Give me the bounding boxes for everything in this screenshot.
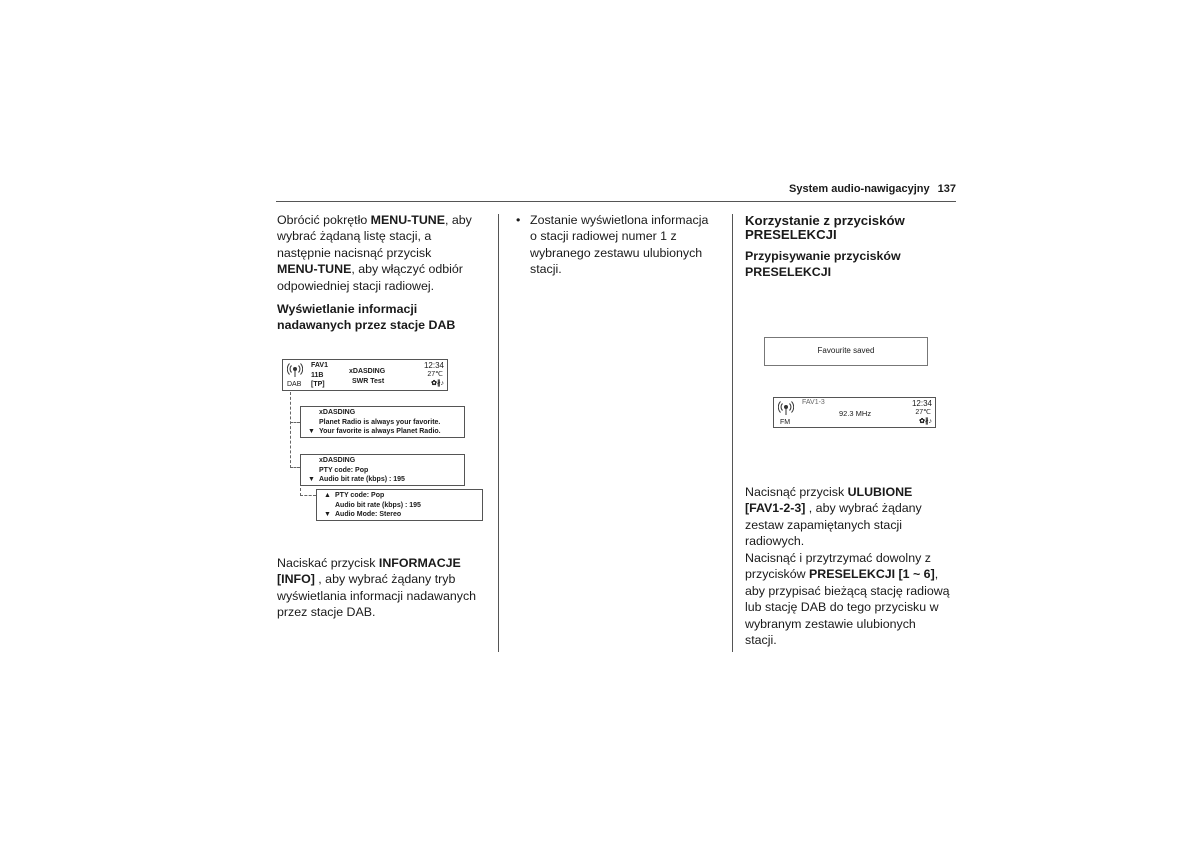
arrow-down-icon: ▼ [324,511,331,518]
info-line: PTY code: Pop [335,492,385,499]
status-icons: ✿∦♪ [431,380,444,387]
header-title: System audio-nawigacyjny [789,183,930,195]
clock: 12:34 [911,399,932,408]
info-box-pty [300,454,465,486]
band-label: DAB [287,381,302,388]
temperature: 27℃ [427,371,443,378]
connector-line [290,467,300,468]
col3-paragraph-2: Nacisnąć i przytrzymać dowolny z przycisków PRESELEKCJI [1 ~ 6], aby przypisać bieżącą stację radiową lub stację DAB do tego przycisku w wybranym zestawie ulubionych stacji. [745,551,950,648]
col3-heading: Korzystanie z przycisków PRESELEKCJI [745,213,905,242]
arrow-down-icon: ▼ [308,428,315,435]
antenna-icon [287,363,303,377]
menu-tune-label: MENU-TUNE [370,213,445,227]
clock: 12:34 [423,361,444,370]
info-title: xDASDING [319,409,356,416]
info-line: Audio bit rate (kbps) : 195 [335,502,421,509]
fav-label: FAV1 [311,362,328,369]
antenna-icon [778,401,794,415]
info-button-label: [INFO] [277,572,315,587]
fav-label: FAV1-3 [802,399,825,406]
connector-line [290,422,300,423]
info-box-audio [316,489,483,521]
col3-paragraph-1: Nacisnąć przycisk ULUBIONE [FAV1-2-3] , aby wybrać żądany zestaw zapamiętanych stacji radiowych. [745,485,922,549]
arrow-up-icon: ▲ [324,492,331,499]
page-number: 137 [937,183,956,195]
favourite-saved-popup [764,337,928,366]
menu-tune-label: MENU-TUNE [277,262,352,277]
info-line: Your favorite is always Planet Radio. [319,428,441,435]
favourite-button-label: [FAV1-2-3] [745,501,806,516]
status-icons: ✿∦♪ [919,418,932,425]
info-line: Planet Radio is always your favorite. [319,419,441,426]
connector-line [290,392,291,468]
channel-label: 11B [311,372,324,379]
column-divider-right [732,214,733,652]
col2-bullet: • Zostanie wyświetlona informacja o stacji radiowej numer 1 z wybranego zestawu ulubionych stacji. [516,213,709,277]
temperature: 27℃ [915,409,931,416]
tp-label: [TP] [311,381,325,388]
program-name: SWR Test [352,378,385,385]
info-button-label: INFORMACJE [378,556,461,570]
col1-paragraph-1: Obrócić pokrętło MENU-TUNE, aby wybrać żądaną listę stacji, a następnie nacisnąć przycisk MENU-TUNE, aby włączyć odbiór odpowiedniej stacji radiowej. [277,213,472,293]
info-box-radiotext [300,406,465,438]
arrow-down-icon: ▼ [308,476,315,483]
radio-display-fm [773,397,936,428]
info-line: PTY code: Pop [319,467,369,474]
info-line: Audio Mode: Stereo [335,511,402,518]
info-title: xDASDING [319,457,356,464]
bullet-icon: • [516,213,521,227]
favourite-button-label: ULUBIONE [847,485,913,499]
header-rule [276,201,956,202]
preset-button-label: PRESELEKCJI [1 ~ 6] [809,567,935,582]
dab-info-figure [280,356,490,526]
connector-line [300,495,316,496]
info-line: Audio bit rate (kbps) : 195 [319,476,405,483]
band-label: FM [780,419,791,426]
col1-paragraph-2: Naciskać przycisk INFORMACJE [INFO] , aby wybrać żądany tryb wyświetlania informacji nadawanych przez stacje DAB. [277,556,477,620]
popup-message: Favourite saved [817,346,875,355]
running-header [760,183,956,195]
col1-heading: Wyświetlanie informacji nadawanych przez stacje DAB [277,302,456,332]
column-divider-left [498,214,499,652]
frequency: 92.3 MHz [839,409,872,418]
col3-subheading: Przypisywanie przycisków PRESELEKCJI [745,249,901,279]
radio-display-dab [282,359,448,391]
station-name: xDASDING [349,368,386,375]
